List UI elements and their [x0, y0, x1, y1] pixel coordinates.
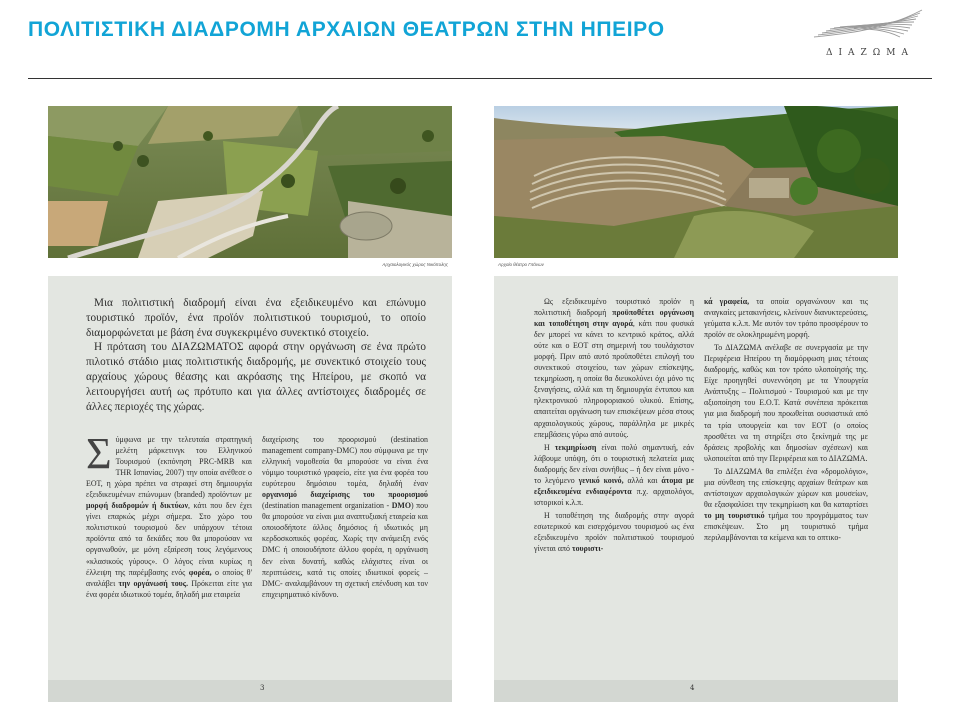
bold-text: γενικό κοινό,: [578, 475, 624, 485]
logo-text: ΔΙΑΖΩΜΑ: [826, 48, 914, 58]
intro-paragraph: Η πρόταση του ΔΙΑΖΩΜΑΤΟΣ αφορά στην οργάνωση σε ένα πρώτο πιλοτικό στάδιο μιας πολιτιστικής διαδρομής, με συνεκτικό στοιχείο τους αρχαίους χώρους θέασης και ακρόασης της Ηπείρου, με σκοπό να λειτουργήσει αυτή ως πρότυπο και για άλλες αντίστοιχες διαδρομές σε άλλες περιοχές της χώρας.: [86, 341, 426, 413]
bold-text: το μη τουριστικό: [704, 510, 765, 520]
text-panel: [48, 276, 452, 702]
aerial-photo-nikopolis: [48, 106, 452, 258]
intro-paragraph: Μια πολιτιστική διαδρομή είναι ένα εξειδικευμένο και επώνυμο τουριστικό προϊόν, ένα προϊόν πολιτιστικού τουρισμού, το οποίο διαμορφώνεται με βάση ένα συγκεκριμένο συνεκτικό στοιχείο.: [86, 297, 426, 339]
bold-text: κά γραφεία,: [704, 297, 750, 306]
body-paragraph: [534, 510, 694, 554]
bold-text: την οργάνωσή τους.: [118, 578, 189, 588]
body-paragraph: [534, 442, 694, 508]
slide-title: ΠΟΛΙΤΙΣΤΙΚΗ ΔΙΑΔΡΟΜΗ ΑΡΧΑΙΩΝ ΘΕΑΤΡΩΝ ΣΤΗΝ ΗΠΕΙΡΟ: [28, 18, 665, 41]
text-run: Ως εξειδικευμένο τουριστικό προϊόν η πολιτιστική διαδρομή: [534, 297, 694, 318]
text-run: ) που θα μπορούσε να είναι μια αναπτυξιακή εταιρεία και οποιοσδήποτε άλλος δημόσιος ή ιδιωτικός μη κερδοσκοπικός φορέας. Χωρίς την ανάμειξη ενός DMC ή οποιουδήποτε άλλου φορέα, η οργάνωση δεν είναι δυνατή, καθώς ελάχιστες είναι οι περιπτώσεις, κατά τις οποίες ιδιωτικοί φορείς –DMC- αναλαμβάνουν τη σχετική επένδυση και τον επιχειρηματικό κίνδυνο.: [262, 501, 428, 599]
text-run: τμήμα του προγράμματος των επισκέψεων. Στο μη τουριστικό τμήμα περιλαμβάνονται τα κείμενα και το οπτικο-: [704, 510, 869, 542]
bold-text: τεκμηρίωση: [554, 442, 597, 452]
bold-text: τουριστι-: [571, 544, 604, 554]
dropcap: Σ: [86, 429, 112, 478]
body-paragraph: Το ΔΙΑΖΩΜΑ ανέλαβε σε συνεργασία με την Περιφέρεια Ηπείρου τη διαμόρφωση μιας τέτοιας διαδρομής, καθώς και τον τρόπο υλοποίησής της. Είχε προηγηθεί συνεννόηση με τα Υπουργεία Ανάπτυξης – Πολιτισμού - Τουρισμού και με την αξιοποίηση του Ε.Ο.Τ. Κατά συνέπεια πρόκειται για μια διαδρομή που προωθείται ουσιαστικά από τα τρία υπουργεία και τον ΕΟΤ (ο οποίος προσθέτει να τη στηρίξει στο ξεκίνημά της με δράσεις προβολής και δημοσίων σχέσεων) και υλοποιείται από την Περιφέρεια και το ΔΙΑΖΩΜΑ.: [704, 343, 868, 463]
intro-text: [86, 296, 426, 414]
text-run: , κάτι που φυσικά δεν μπορεί να κάνει το κεντρικό κράτος, αλλά ούτε και ο ΕΟΤ στη σημερινή του τουλάχιστον μορφή. Πριν από αυτό προϋποθέτει επιλογή του συνεκτικού στοιχείου, των χώρων επίσκεψης, τεκμηρίωση, η οποία θα διευκολύνει όχι μόνο τις ξεναγήσεις, αλλά και τη δημιουργία έντυπου και ηλεκτρονικού πληροφοριακού υλικού. Επίσης, απαιτείται οργάνωση των επισκέψεων μέσα στους αρχαιολογικούς χώρους, παράλληλα με μικρές επεμβάσεις γύρω από αυτούς.: [534, 319, 694, 439]
text-run: (destination management organization -: [262, 501, 392, 511]
bold-text: μορφή διαδρομών ή δικτύων: [86, 501, 188, 511]
text-run: διαχείρισης του προορισμού (destination management company-DMC) που σύμφωνα με την ελληνική νομοθεσία θα μπορούσε να είναι ένα νόμιμο τουριστικό γραφείο, είτε για ένα φορέα του ευρύτερου δημόσιου τομέα, δηλαδή έναν: [262, 435, 428, 489]
body-paragraph: [704, 296, 868, 340]
text-column-1: [86, 429, 253, 602]
body-paragraph: [86, 429, 253, 600]
text-run: αλλά και: [623, 475, 662, 485]
body-paragraph: [262, 434, 428, 600]
bold-text: άτομα με εξειδικευμένα ενδιαφέροντα: [534, 475, 694, 496]
text-run: Η: [544, 442, 555, 452]
text-run: ύμφωνα με την τελευταία στρατηγική μελέτη μάρκετινγκ του Ελληνικού Τουρισμού (εκπόνηση PRC-MRB και THR Ισπανίας, 2007) την οποία ανέθεσε ο ΕΟΤ, η χώρα πρέπει να στραφεί στη δημιουργία εξειδικευμένων επώνυμων (branded) προϊόντων με: [86, 435, 252, 500]
text-run: , κάτι που δεν έχει γίνει επαρκώς μέχρι σήμερα. Στο χώρο του πολιτιστικού τουρισμού δεν υπάρχουν τέτοια προϊόντα από τα δεκάδες που θα μπορούσαν να οργανωθούν, με μόνη εξαίρεση τους λεγόμενους «κλασικούς γύρους». Ο λόγος είναι κυρίως η έλλειψη της παρέμβασης ενός: [86, 501, 253, 577]
theatre-photo-gitana: [494, 106, 898, 258]
page-footer: [48, 680, 452, 702]
caption-strip: [494, 258, 898, 276]
text-column-2: [262, 434, 428, 602]
bold-text: οργανισμό διαχείρισης του προορισμού: [262, 490, 428, 500]
page-footer: [494, 680, 898, 702]
body-paragraph: [704, 466, 868, 543]
swirl-logo-icon: [810, 4, 930, 44]
title-divider: [28, 78, 932, 79]
brochure-page-left: [48, 106, 452, 702]
body-paragraph: [534, 296, 694, 440]
bold-text: φορέα,: [188, 567, 212, 577]
photo-caption: Αρχαιολογικός χώρος Νικόπολης: [382, 262, 448, 267]
bold-text: προϋποθέτει οργάνωση και τοποθέτηση στην αγορά: [534, 308, 694, 329]
bold-text: DMO: [391, 501, 411, 511]
text-run: π.χ. αρχαιολόγοι, ιστορικοί κ.λ.π.: [534, 486, 694, 507]
text-run: τα οποία οργανώνουν και τις αναγκαίες μετακινήσεις, κλείνουν διανυκτερεύσεις, γεύματα κ.λ.π. Με αυτόν τον τρόπο προσφέρουν το προϊόν σε ολοκληρωμένη μορφή.: [704, 297, 869, 340]
text-run: Πρόκειται είτε για ένα φορέα ιδιωτικού τομέα, δηλαδή μια εταιρεία: [86, 578, 252, 599]
text-column-1: [534, 296, 694, 556]
photo-caption: Αρχαίο θέατρο Γιτάνων: [498, 262, 544, 267]
text-run: είναι πολύ σημαντική, εάν λάβουμε υπόψη, ότι ο τουριστική πελατεία μιας διαδρομής δεν είναι συνήθως – ή δεν είναι μόνο - το λεγόμενο: [534, 442, 694, 485]
page-number: 4: [690, 684, 695, 692]
brochure-page-right: [494, 106, 898, 702]
text-run: Το ΔΙΑΖΩΜΑ θα επιλέξει ένα «δρομολόγιο», μια σύνθεση της επίσκεψης αρχαίων θεάτρων και αντίστοιχων αρχαιολογικών χώρων και μουσείων, θα εξασφαλίσει την τεκμηρίωση και θα καταρτίσει: [704, 466, 868, 509]
diazoma-logo: [800, 4, 940, 62]
text-run: Η τοποθέτηση της διαδρομής στην αγορά εσωτερικού και εισερχόμενου τουρισμού ως ένα εξειδικευμένο προϊόν πολιτιστικού τουρισμού γίνεται από: [534, 510, 694, 554]
caption-strip: [48, 258, 452, 276]
text-run: ο οποίος θ' αναλάβει: [86, 567, 252, 588]
text-column-2: [704, 296, 868, 545]
page-number: 3: [260, 684, 265, 692]
text-panel: [494, 276, 898, 702]
